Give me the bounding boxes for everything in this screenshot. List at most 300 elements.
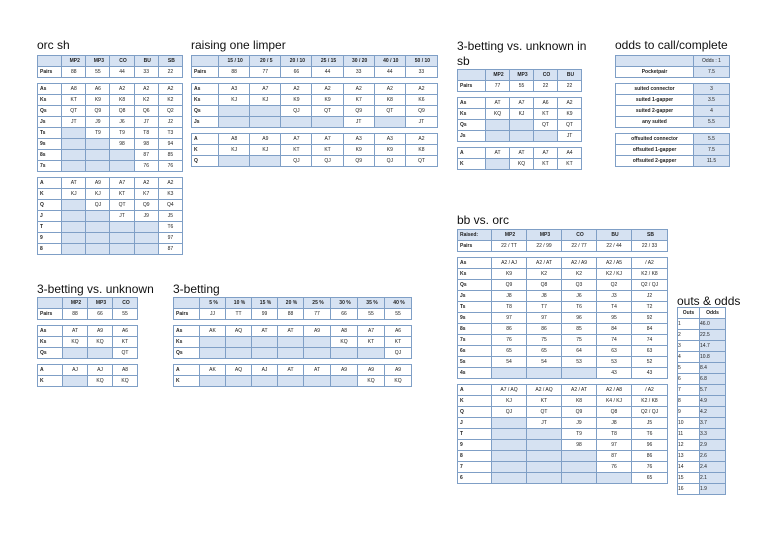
orc-sh-table — [37, 55, 183, 255]
table-cell: J2 — [158, 117, 182, 128]
table-cell — [312, 117, 343, 128]
table-cell: 76 — [158, 161, 182, 172]
table-cell: AK — [200, 365, 226, 376]
table-row — [38, 365, 138, 376]
table-cell: QT — [534, 120, 558, 131]
column-header: Outs — [678, 308, 700, 319]
table-row — [38, 348, 138, 359]
table-cell: A8 — [113, 365, 138, 376]
table-cell: A8 — [62, 84, 86, 95]
table-row — [458, 429, 668, 440]
bb-orc-table — [457, 229, 668, 484]
table-cell: 77 — [304, 309, 331, 320]
table-row — [458, 396, 668, 407]
table-cell — [331, 348, 358, 359]
table-cell — [492, 462, 527, 473]
table-row — [678, 385, 726, 396]
table-cell: T9 — [110, 128, 134, 139]
outs-cell: 3 — [678, 341, 700, 352]
table-cell — [492, 473, 527, 484]
outs-cell: 8 — [678, 396, 700, 407]
table-cell: 65 — [527, 346, 562, 357]
row-label: As — [458, 98, 486, 109]
table-cell: 54 — [492, 357, 527, 368]
table-row — [678, 374, 726, 385]
table-row — [38, 233, 183, 244]
table-cell: T9 — [562, 429, 597, 440]
table-cell — [358, 348, 385, 359]
table-cell: K2 — [158, 95, 182, 106]
table-cell: QJ — [86, 200, 110, 211]
table-cell — [62, 200, 86, 211]
table-row — [616, 84, 730, 95]
table-row — [38, 337, 138, 348]
table-cell: T7 — [527, 302, 562, 313]
column-header — [458, 70, 486, 81]
row-label: K — [174, 376, 200, 387]
row-label: T — [458, 429, 492, 440]
odds-cell: 3.7 — [700, 418, 726, 429]
table-cell: KT — [558, 159, 582, 170]
table-row — [616, 117, 730, 128]
table-cell: QT — [113, 348, 138, 359]
table-cell: 86 — [527, 324, 562, 335]
odds-cell: 2.9 — [700, 440, 726, 451]
table-row — [38, 95, 183, 106]
table-cell: AJ — [252, 365, 278, 376]
table-cell: 22 — [558, 81, 582, 92]
table-cell — [86, 244, 110, 255]
table-row — [174, 309, 412, 320]
table-cell — [226, 376, 252, 387]
odds-cell: 4.9 — [700, 396, 726, 407]
table-row — [678, 429, 726, 440]
table-row — [38, 222, 183, 233]
row-label: offsuited 1-gapper — [616, 145, 694, 156]
table-cell: A9 — [250, 134, 281, 145]
table-cell: A9 — [331, 365, 358, 376]
orc-sh-title: orc sh — [37, 38, 70, 52]
row-label: Js — [458, 291, 492, 302]
outs-odds-title: outs & odds — [677, 294, 741, 308]
column-header: CO — [110, 56, 134, 67]
table-cell: KQ — [88, 376, 113, 387]
row-label: Q — [458, 407, 492, 418]
table-cell: KT — [358, 337, 385, 348]
table-cell: QT — [110, 200, 134, 211]
table-cell — [492, 418, 527, 429]
header-row — [458, 70, 582, 81]
table-cell: 84 — [597, 324, 632, 335]
odds-cell: 3 — [694, 84, 730, 95]
table-cell: A9 — [304, 326, 331, 337]
table-cell: A3 — [374, 134, 405, 145]
table-cell: JT — [527, 418, 562, 429]
table-cell — [304, 348, 331, 359]
table-cell: Q9 — [562, 407, 597, 418]
row-label: A — [38, 365, 63, 376]
table-row — [458, 81, 582, 92]
table-cell: QJ — [312, 156, 343, 167]
table-cell: K9 — [86, 95, 110, 106]
table-cell: 96 — [632, 440, 668, 451]
column-header: Raised: — [458, 230, 492, 241]
table-cell: JT — [110, 211, 134, 222]
table-cell: A6 — [534, 98, 558, 109]
odds-cell: 3.3 — [700, 429, 726, 440]
table-cell: 88 — [219, 67, 250, 78]
table-cell: 55 — [385, 309, 412, 320]
table-row — [678, 462, 726, 473]
table-cell: K9 — [343, 145, 374, 156]
table-cell — [562, 473, 597, 484]
table-cell: K8 — [405, 145, 437, 156]
table-cell: AT — [63, 326, 88, 337]
table-cell: KT — [281, 145, 312, 156]
table-cell: KQ — [358, 376, 385, 387]
table-cell: 96 — [562, 313, 597, 324]
table-row — [174, 365, 412, 376]
table-cell: K2 — [562, 269, 597, 280]
odds-cell: 5.7 — [700, 385, 726, 396]
table-cell: J7 — [134, 117, 158, 128]
table-cell: KJ — [492, 396, 527, 407]
table-row — [458, 357, 668, 368]
table-cell: 33 — [134, 67, 158, 78]
table-cell — [62, 222, 86, 233]
table-cell: A2 — [281, 84, 312, 95]
table-cell: AT — [510, 148, 534, 159]
table-cell: 63 — [632, 346, 668, 357]
table-cell — [62, 233, 86, 244]
row-label: offsuited connector — [616, 134, 694, 145]
table-cell: J9 — [562, 418, 597, 429]
table-cell: 97 — [492, 313, 527, 324]
row-label: 7s — [458, 335, 492, 346]
table-cell: A7 — [534, 148, 558, 159]
table-cell — [562, 462, 597, 473]
column-header: CO — [562, 230, 597, 241]
outs-cell: 14 — [678, 462, 700, 473]
table-cell — [597, 473, 632, 484]
table-cell: 87 — [597, 451, 632, 462]
row-label: suited connector — [616, 84, 694, 95]
table-cell: KQ — [113, 376, 138, 387]
odds-call-table — [615, 55, 730, 167]
table-row — [458, 159, 582, 170]
table-row — [678, 451, 726, 462]
table-row — [458, 324, 668, 335]
table-cell: K8 — [110, 95, 134, 106]
table-cell: Q9 — [492, 280, 527, 291]
table-row — [678, 363, 726, 374]
table-cell: A2 / AJ — [492, 258, 527, 269]
table-row — [38, 376, 138, 387]
table-cell: 76 — [597, 462, 632, 473]
table-cell: KJ — [86, 189, 110, 200]
table-cell: A2 — [558, 98, 582, 109]
table-cell: QJ — [385, 348, 412, 359]
table-cell: A4 — [558, 148, 582, 159]
table-cell: 75 — [562, 335, 597, 346]
table-row — [458, 131, 582, 142]
table-cell: T6 — [158, 222, 182, 233]
table-cell: Q2 / QJ — [632, 280, 668, 291]
table-cell: KT — [62, 95, 86, 106]
table-cell: 95 — [597, 313, 632, 324]
table-cell: 53 — [597, 357, 632, 368]
table-cell: K4 / KJ — [597, 396, 632, 407]
table-cell: 97 — [597, 440, 632, 451]
table-cell: A7 — [312, 134, 343, 145]
table-cell — [86, 222, 110, 233]
three-bet-sb-table — [457, 69, 582, 170]
table-cell: Q2 — [158, 106, 182, 117]
outs-cell: 2 — [678, 330, 700, 341]
table-cell: J5 — [632, 418, 668, 429]
row-label: any suited — [616, 117, 694, 128]
table-cell — [134, 244, 158, 255]
table-cell: A2 — [405, 134, 437, 145]
table-cell: 84 — [632, 324, 668, 335]
table-cell: A9 — [86, 178, 110, 189]
three-bet-unknown-table — [37, 297, 138, 387]
odds-cell: 2.4 — [700, 462, 726, 473]
column-header: 30 / 20 — [343, 56, 374, 67]
table-row — [616, 156, 730, 167]
row-label: Pairs — [458, 81, 486, 92]
table-cell — [86, 211, 110, 222]
table-cell — [534, 131, 558, 142]
header-row — [458, 230, 668, 241]
table-cell: 65 — [632, 473, 668, 484]
table-cell — [252, 376, 278, 387]
table-cell: 22 / 77 — [562, 241, 597, 252]
outs-cell: 7 — [678, 385, 700, 396]
table-row — [678, 330, 726, 341]
table-cell: A2 — [110, 84, 134, 95]
row-label: 6 — [458, 473, 492, 484]
table-cell: 92 — [632, 313, 668, 324]
table-cell: 63 — [597, 346, 632, 357]
row-label: Qs — [174, 348, 200, 359]
table-row — [616, 95, 730, 106]
table-cell: A6 — [86, 84, 110, 95]
table-cell: J3 — [597, 291, 632, 302]
table-cell: KQ — [510, 159, 534, 170]
table-cell: K7 — [134, 189, 158, 200]
table-cell: A2 / AT — [562, 385, 597, 396]
row-label: As — [192, 84, 219, 95]
row-label: 8 — [458, 451, 492, 462]
table-row — [458, 241, 668, 252]
table-cell: K9 — [312, 95, 343, 106]
row-label: Qs — [38, 348, 63, 359]
table-row — [38, 244, 183, 255]
header-row — [678, 308, 726, 319]
header-row — [174, 298, 412, 309]
table-cell: AT — [486, 148, 510, 159]
table-cell: J8 — [527, 291, 562, 302]
outs-cell: 15 — [678, 473, 700, 484]
raising-one-limper-title: raising one limper — [191, 38, 286, 52]
table-row — [38, 200, 183, 211]
row-label: 9 — [38, 233, 62, 244]
table-row — [678, 319, 726, 330]
odds-cell: 10.8 — [700, 352, 726, 363]
header-row — [38, 298, 138, 309]
row-label: Ts — [458, 302, 492, 313]
table-cell — [86, 139, 110, 150]
table-cell — [281, 117, 312, 128]
odds-cell: 5.5 — [694, 117, 730, 128]
table-cell — [527, 440, 562, 451]
column-header: MP2 — [63, 298, 88, 309]
row-label: Pairs — [192, 67, 219, 78]
column-header: SB — [632, 230, 668, 241]
table-row — [38, 139, 183, 150]
table-cell: AJ — [88, 365, 113, 376]
table-cell: 44 — [110, 67, 134, 78]
table-cell: 98 — [562, 440, 597, 451]
row-label: 7s — [38, 161, 62, 172]
table-cell — [252, 348, 278, 359]
table-row — [38, 150, 183, 161]
table-cell: A7 — [510, 98, 534, 109]
row-label: A — [458, 385, 492, 396]
table-cell: A2 / A5 — [597, 258, 632, 269]
column-header: 25 / 15 — [312, 56, 343, 67]
odds-cell: 46.0 — [700, 319, 726, 330]
table-cell — [110, 150, 134, 161]
table-cell — [374, 117, 405, 128]
table-cell: A9 — [385, 365, 412, 376]
row-label: J — [38, 211, 62, 222]
table-cell: AT — [278, 365, 304, 376]
table-cell: 86 — [492, 324, 527, 335]
table-cell: AQ — [226, 326, 252, 337]
column-header: CO — [113, 298, 138, 309]
row-label: K — [458, 159, 486, 170]
table-cell: A7 — [250, 84, 281, 95]
table-cell: A2 / AT — [527, 258, 562, 269]
table-row — [458, 385, 668, 396]
table-cell — [562, 451, 597, 462]
table-cell: 22 / TT — [492, 241, 527, 252]
table-cell: Q9 — [134, 200, 158, 211]
table-cell: A2 / A8 — [597, 385, 632, 396]
table-cell: 87 — [134, 150, 158, 161]
table-cell: AT — [486, 98, 510, 109]
row-label: 6s — [458, 346, 492, 357]
table-row — [678, 418, 726, 429]
table-cell: A2 / A9 — [562, 258, 597, 269]
row-label: T — [38, 222, 62, 233]
table-cell: A7 / AQ — [492, 385, 527, 396]
table-cell — [278, 376, 304, 387]
table-cell: 85 — [562, 324, 597, 335]
table-cell: J8 — [597, 418, 632, 429]
table-cell: Q3 — [562, 280, 597, 291]
table-cell: KT — [385, 337, 412, 348]
table-cell: A2 — [134, 84, 158, 95]
table-cell — [250, 117, 281, 128]
table-cell: 44 — [312, 67, 343, 78]
table-row — [678, 407, 726, 418]
odds-cell: 11.5 — [694, 156, 730, 167]
table-cell — [62, 150, 86, 161]
row-label: Pairs — [458, 241, 492, 252]
column-header — [38, 298, 63, 309]
table-cell: K2 / K8 — [632, 269, 668, 280]
table-cell: 22 — [158, 67, 182, 78]
table-cell — [492, 368, 527, 379]
column-header: 25 % — [304, 298, 331, 309]
row-label: Qs — [458, 120, 486, 131]
table-row — [458, 280, 668, 291]
table-cell: KQ — [331, 337, 358, 348]
table-cell: 65 — [492, 346, 527, 357]
table-cell: Q8 — [110, 106, 134, 117]
row-label: Pairs — [38, 309, 63, 320]
table-cell — [62, 244, 86, 255]
table-cell: T3 — [158, 128, 182, 139]
table-cell: 43 — [597, 368, 632, 379]
table-cell — [527, 429, 562, 440]
bb-orc-title: bb vs. orc — [457, 213, 510, 227]
odds-cell: 14.7 — [700, 341, 726, 352]
header-row — [616, 56, 730, 67]
column-header — [616, 56, 694, 67]
table-cell: KT — [312, 145, 343, 156]
table-row — [458, 368, 668, 379]
table-row — [174, 326, 412, 337]
odds-cell: 2.6 — [700, 451, 726, 462]
table-cell — [486, 131, 510, 142]
table-cell: 66 — [281, 67, 312, 78]
column-header: 50 / 10 — [405, 56, 437, 67]
column-header: 5 % — [200, 298, 226, 309]
table-cell: 64 — [562, 346, 597, 357]
column-header: BU — [134, 56, 158, 67]
table-cell — [278, 348, 304, 359]
table-row — [616, 134, 730, 145]
table-cell: A8 — [219, 134, 250, 145]
table-cell — [510, 120, 534, 131]
column-header: 35 % — [358, 298, 385, 309]
table-cell — [250, 106, 281, 117]
table-row — [458, 98, 582, 109]
table-row — [458, 258, 668, 269]
row-label: Ks — [38, 337, 63, 348]
table-cell: KT — [110, 189, 134, 200]
table-row — [616, 145, 730, 156]
row-label: 8 — [38, 244, 62, 255]
table-cell: QT — [558, 120, 582, 131]
table-cell: 76 — [492, 335, 527, 346]
row-label: suited 1-gapper — [616, 95, 694, 106]
table-cell: A2 — [134, 178, 158, 189]
table-cell: A3 — [219, 84, 250, 95]
table-cell: 94 — [158, 139, 182, 150]
table-cell: KQ — [385, 376, 412, 387]
row-label: 8s — [458, 324, 492, 335]
three-betting-title: 3-betting — [173, 282, 220, 296]
table-cell: / A2 — [632, 385, 668, 396]
column-header — [192, 56, 219, 67]
header-row — [192, 56, 438, 67]
table-cell: 33 — [343, 67, 374, 78]
